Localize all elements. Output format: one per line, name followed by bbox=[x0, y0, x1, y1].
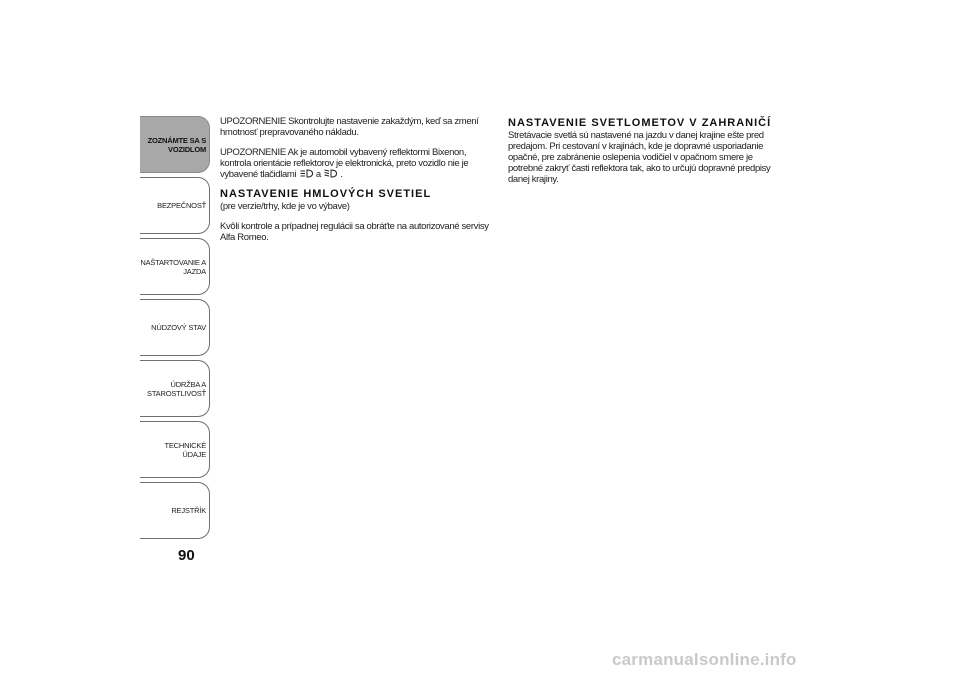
tab-nudzovy-stav[interactable] bbox=[140, 299, 210, 356]
headlight-adjust-up-icon bbox=[324, 169, 337, 178]
abroad-headlights-heading: NASTAVENIE SVETLOMETOV V ZAHRANIČÍ bbox=[508, 117, 772, 129]
warning-bixenon-text: UPOZORNENIE Ak je automobil vybavený reflektormi Bixenon, kontrola orientácie reflektorov je elektronická, preto vozidlo nie je vybavené tlačidlami bbox=[220, 147, 469, 180]
left-column bbox=[220, 116, 490, 252]
tab-udrzba-a-starostlivost[interactable] bbox=[140, 360, 210, 417]
tab-label: TECHNICKÉ ÚDAJE bbox=[164, 440, 206, 459]
tab-label: NÚDZOVÝ STAV bbox=[151, 323, 206, 332]
headlight-adjust-down-icon bbox=[300, 169, 313, 178]
chapter-sidebar bbox=[140, 116, 210, 543]
page-number: 90 bbox=[178, 547, 195, 564]
fog-lights-heading: NASTAVENIE HMLOVÝCH SVETIEL bbox=[220, 188, 432, 200]
tab-label: ÚDRŽBA A STAROSTLIVOSŤ bbox=[147, 379, 206, 398]
tab-technicke-udaje[interactable] bbox=[140, 421, 210, 478]
fog-lights-subtitle: (pre verzie/trhy, kde je vo výbave) bbox=[220, 201, 350, 212]
tab-bezpecnost[interactable] bbox=[140, 177, 210, 234]
tab-label: BEZPEČNOSŤ bbox=[157, 201, 206, 210]
tab-label: ZOZNÁMTE SA S VOZIDLOM bbox=[147, 135, 206, 154]
tab-zoznamte-sa-s-vozidlom[interactable] bbox=[140, 116, 210, 173]
warning-load-check: UPOZORNENIE Skontrolujte nastavenie zakaždým, keď sa zmení hmotnosť prepravovaného nákladu. bbox=[220, 116, 479, 138]
watermark: carmanualsonline.info bbox=[612, 650, 797, 669]
tab-nastartovanie-a-jazda[interactable] bbox=[140, 238, 210, 295]
abroad-headlights-text: Stretávacie svetlá sú nastavené na jazdu v danej krajine ešte pred predajom. Pri cestovaní v krajinách, kde je dopravné usporiadanie opačné, pre zabránenie oslepenia vodičiel v opačnom smere je potrebné zakryť časti reflektora tak, ako to určujú dopravné predpisy danej krajiny. bbox=[508, 130, 771, 185]
right-column bbox=[508, 116, 778, 194]
warning-bixenon-conjunction: a bbox=[315, 169, 321, 180]
fog-lights-text: Kvôli kontrole a prípadnej regulácii sa obráťte na autorizované servisy Alfa Romeo. bbox=[220, 221, 489, 243]
warning-bixenon-end: . bbox=[340, 169, 343, 180]
tab-label: REJSTŘÍK bbox=[171, 506, 206, 515]
warning-bixenon bbox=[220, 147, 490, 180]
tab-label: NAŠTARTOVANIE A JAZDA bbox=[140, 257, 206, 276]
tab-rejstrik[interactable] bbox=[140, 482, 210, 539]
